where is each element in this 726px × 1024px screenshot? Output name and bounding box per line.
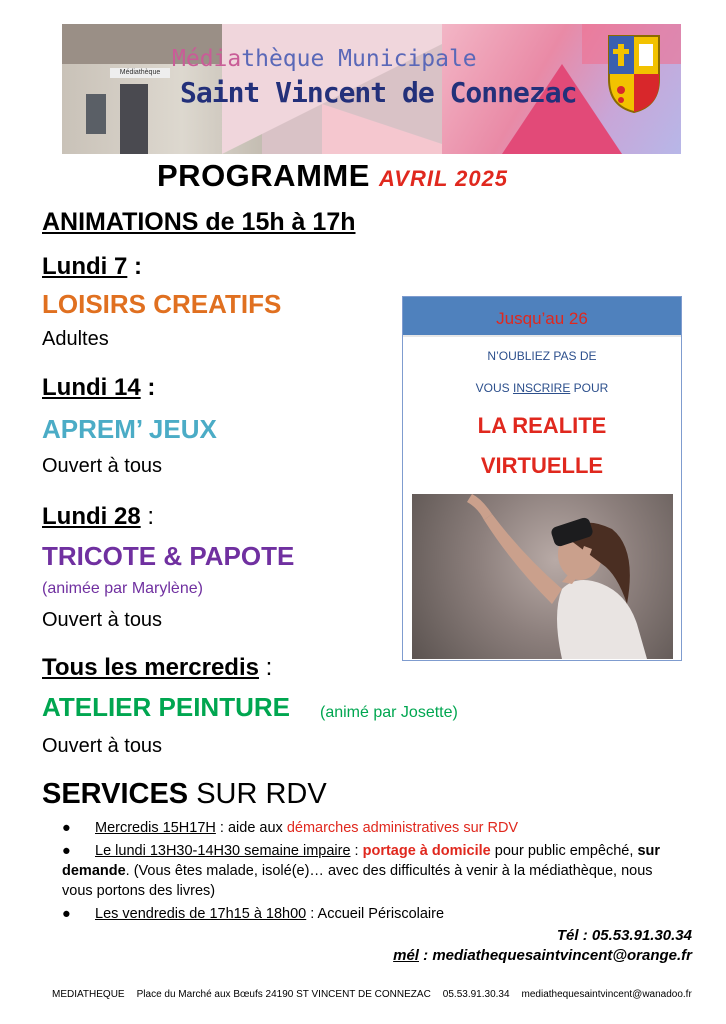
header-banner [62,24,681,154]
page-title: PROGRAMME AVRIL 2025 [157,158,509,193]
activity-title: ATELIER PEINTURE [42,692,290,722]
banner-line-1: Médiathèque Municipale [172,46,477,72]
contact-phone: Tél : 05.53.91.30.34 [556,927,692,944]
activity-audience: Ouvert à tous [42,735,163,757]
activity-audience: Adultes [42,328,109,350]
promo-line-2: VOUS INSCRIRE POUR [475,381,609,395]
promo-header-bar: Jusqu’au 26 [403,297,681,337]
month-label: AVRIL 2025 [379,166,509,191]
animations-heading: ANIMATIONS de 15h à 17h [42,208,356,236]
list-item-continued: demande. (Vous êtes malade, isolé(e)… avec des difficultés à venir à la médiathèque, nous [62,863,653,879]
day-label: Tous les mercredis : [42,654,273,681]
vr-promo-box [402,296,682,661]
coat-of-arms-icon [607,34,661,114]
activity-note: (animée par Marylène) [42,580,203,597]
promo-line-4: VIRTUELLE [480,453,604,478]
day-label: Lundi 14 : [42,374,156,401]
services-heading: SERVICES SUR RDV [42,778,327,810]
list-item-continued: vous portons des livres) [62,883,216,899]
activity-audience: Ouvert à tous [42,455,163,477]
building-sign: Médiathèque [110,68,170,78]
vr-headset-photo [412,494,673,659]
activity-audience: Ouvert à tous [42,609,163,631]
activity-title: LOISIRS CREATIFS [42,289,282,319]
promo-line-1: N’OUBLIEZ PAS DE [487,349,597,363]
day-label: Lundi 28 : [42,503,155,530]
promo-line-3: LA REALITE [477,413,607,438]
activity-title: APREM’ JEUX [42,414,217,444]
footer: MEDIATHEQUE Place du Marché aux Bœufs 24190 ST VINCENT DE CONNEZAC 05.53.91.30.34 mediathequesaintvincent@wanadoo.fr [52,989,692,1000]
banner-line-2: Saint Vincent de Connezac [180,76,577,109]
contact-email[interactable]: mél : mediathequesaintvincent@orange.fr [393,947,692,964]
day-label: Lundi 7 : [42,253,142,280]
activity-note: (animé par Josette) [320,704,458,721]
activity-title: TRICOTE & PAPOTE [42,541,295,571]
